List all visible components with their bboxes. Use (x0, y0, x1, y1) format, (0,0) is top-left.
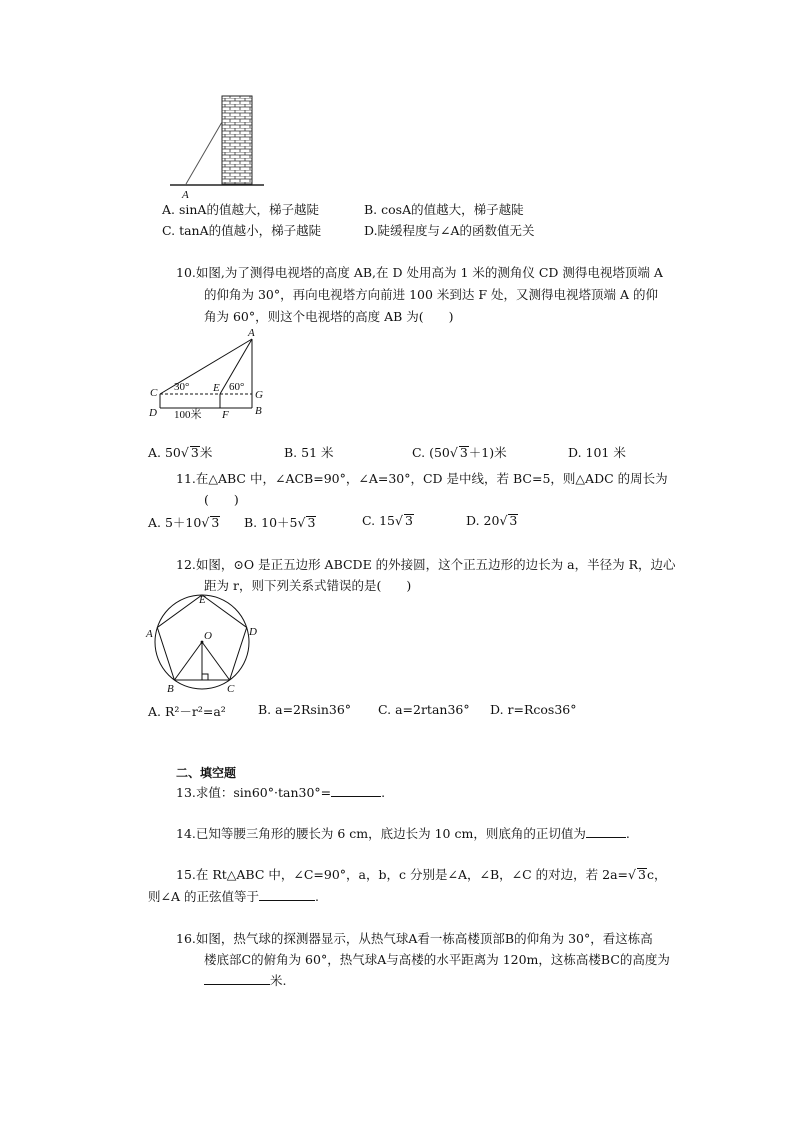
q15-line-1: 15.在 Rt△ABC 中，∠C=90°，a，b，c 分别是∠A，∠B，∠C 的对边，若 2a=√ 3c， (176, 867, 667, 882)
q16-answer-blank (204, 972, 270, 985)
q10-option-c: C. (50√ 3＋1)米 (412, 445, 507, 460)
distance-label: 100米 (174, 409, 202, 420)
q14: 14.已知等腰三角形的腰长为 6 cm，底边长为 10 cm，则底角的正切值为 . (176, 826, 630, 841)
label-b: B (255, 405, 262, 417)
q10-option-a: A. 50√ 3米 (148, 445, 213, 460)
q11-line-1: 11.在△ABC 中，∠ACB=90°，∠A=30°，CD 是中线，若 BC=5，则△ADC 的周长为 (176, 471, 668, 486)
q16-line-1: 16.如图，热气球的探测器显示，从热气球A看一栋高楼顶部B的仰角为 30°，看这栋高 (176, 931, 653, 946)
label-f: F (222, 409, 229, 420)
q11-option-b: B. 10＋5√ 3 (244, 515, 316, 530)
q11-option-c: C. 15√ 3 (362, 513, 413, 528)
q9-option-c: C. tanA的值越小，梯子越陡 (162, 223, 322, 238)
label-e: E (199, 594, 206, 606)
q10-line-3: 角为 60°，则这个电视塔的高度 AB 为( ) (204, 309, 454, 324)
q10-option-b: B. 51 米 (284, 445, 334, 460)
ladder (186, 122, 222, 184)
pentagon-circle-figure (142, 592, 266, 698)
q10-line-1: 10.如图,为了测得电视塔的高度 AB,在 D 处用高为 1 米的测角仪 CD 测得电视塔顶端 A (176, 265, 663, 280)
q13: 13.求值：sin60°·tan30°= . (176, 785, 386, 800)
q12-option-c: C. a=2rtan36° (378, 702, 470, 717)
label-o: O (204, 630, 212, 642)
q12-option-b: B. a=2Rsin36° (258, 702, 352, 717)
label-d: D (149, 407, 157, 419)
q12-line-1: 12.如图，⊙O 是正五边形 ABCDE 的外接圆，这个正五边形的边长为 a，半径为 R，边心 (176, 557, 676, 572)
q12-option-d: D. r=Rcos36° (490, 702, 577, 717)
q12-line-2: 距为 r，则下列关系式错误的是( ) (204, 578, 412, 593)
label-c: C (227, 683, 235, 695)
q11-line-2: ( ) (204, 492, 239, 507)
section-title-fill-in: 二、填空题 (176, 766, 237, 780)
label-g: G (255, 389, 263, 401)
q9-option-d: D.陡缓程度与∠A的函数值无关 (364, 223, 535, 238)
q10-option-d: D. 101 米 (568, 445, 626, 460)
label-e: E (213, 382, 220, 394)
q16-line-3: 米. (204, 970, 286, 992)
q16-line-2: 楼底部C的俯角为 60°，热气球A与高楼的水平距离为 120m，这栋高楼BC的高度为 (204, 952, 670, 967)
ladder-wall-figure (160, 92, 270, 202)
q13-answer-blank (331, 784, 381, 797)
q9-option-a: A. sinA的值越大，梯子越陡 (162, 202, 319, 217)
angle-30-label: 30° (174, 381, 190, 393)
label-d: D (249, 626, 257, 638)
label-a: A (248, 327, 255, 339)
angle-60-label: 60° (229, 381, 245, 393)
tv-tower-figure (142, 324, 277, 420)
q15-answer-blank (259, 888, 315, 901)
q14-answer-blank (586, 825, 626, 838)
label-a: A (146, 628, 153, 640)
brick-wall (222, 96, 252, 184)
label-c: C (150, 387, 158, 399)
q9-option-b: B. cosA的值越大，梯子越陡 (364, 202, 524, 217)
q11-option-d: D. 20√ 3 (466, 513, 518, 528)
q12-option-a: A. R²－r²=a² (148, 704, 226, 719)
q11-option-a: A. 5＋10√ 3 (148, 515, 220, 530)
q15-line-2: 则∠A 的正弦值等于 . (148, 889, 319, 904)
label-b: B (167, 683, 174, 695)
point-a-label: A (182, 189, 189, 201)
q10-line-2: 的仰角为 30°，再向电视塔方向前进 100 米到达 F 处，又测得电视塔顶端 A 的仰 (204, 287, 659, 302)
